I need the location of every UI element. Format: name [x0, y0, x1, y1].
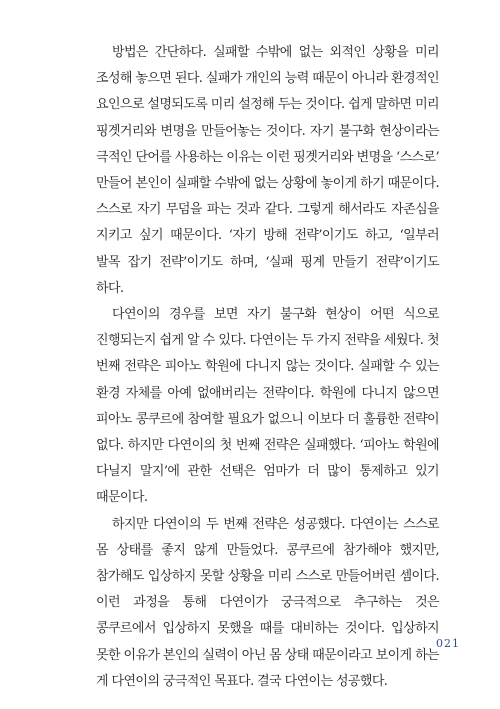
paragraph-3: 하지만 다연이의 두 번째 전략은 성공했다. 다연이는 스스로 몸 상태를 좋지 않게 만들었다. 콩쿠르에 참가해야 했지만, 참가해도 입상하지 못할 상황을 미리 스스로 만들어버린 셈이다. 이런 과정을 통해 다연이가 궁극적으로 추구하는 것은 콩쿠르에서 입상하지 못했을 때를 대비하는 것이다. 입상하지 못한 이유가 본인의 실력이 아닌 몸 상태 때문이라고 보이게 하는 게 다연이의 궁극적인 목표다. 결국 다연이는 성공했다. [96, 516, 439, 689]
paragraph-2: 다연이의 경우를 보면 자기 불구화 현상이 어떤 식으로 진행되는지 쉽게 알 수 있다. 다연이는 두 가지 전략을 세웠다. 첫 번째 전략은 피아노 학원에 다니지 않는 것이다. 실패할 수 있는 환경 자체를 아예 없애버리는 전략이다. 학원에 다니지 않으면 피아노 콩쿠르에 참여할 필요가 없으니 이보다 더 훌륭한 전략이 없다. 하지만 다연이의 첫 번째 전략은 실패했다. ‘피아노 학원에 다닐지 말지’에 관한 선택은 엄마가 더 많이 통제하고 있기 때문이다. [96, 307, 439, 506]
page-number: 021 [436, 637, 460, 650]
paragraph-1: 방법은 간단하다. 실패할 수밖에 없는 외적인 상황을 미리 조성해 놓으면 된다. 실패가 개인의 능력 때문이 아니라 환경적인 요인으로 설명되도록 미리 설정해 두는 것이다. 쉽게 말하면 미리 핑곗거리와 변명을 만들어놓는 것이다. 자기 불구화 현상이라는 극적인 단어를 사용하는 이유는 이런 핑곗거리와 변명을 ‘스스로’ 만들어 본인이 실패할 수밖에 없는 상황에 놓이게 하기 때문이다. 스스로 자기 무덤을 파는 것과 같다. 그렇게 해서라도 자존심을 지키고 싶기 때문이다. ‘자기 방해 전략’이기도 하고, ‘일부러 발목 잡기 전략’이기도 하며, ‘실패 핑계 만들기 전략’이기도 하다. [96, 45, 439, 296]
page-body [96, 40, 439, 695]
